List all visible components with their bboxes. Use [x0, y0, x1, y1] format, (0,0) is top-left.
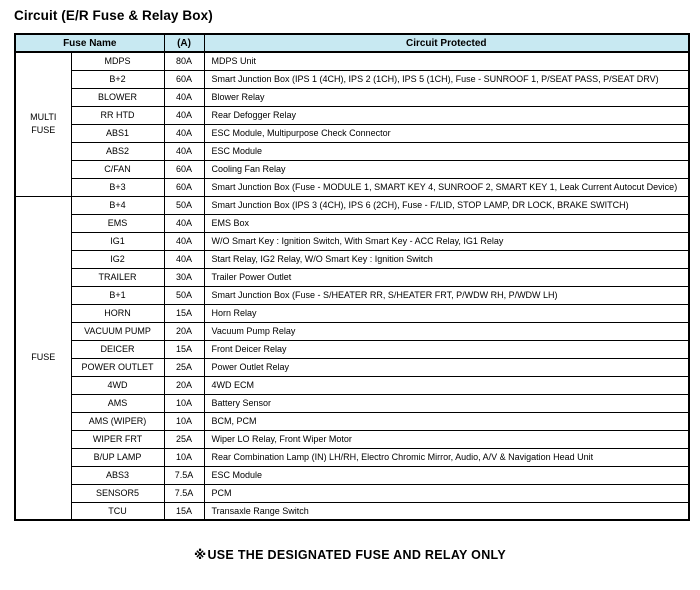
table-row: [15, 124, 689, 142]
fuse-name: AMS (WIPER): [71, 412, 164, 430]
fuse-name: TCU: [71, 502, 164, 520]
circuit-protected: Start Relay, IG2 Relay, W/O Smart Key : Ignition Switch: [204, 250, 689, 268]
fuse-table: [14, 33, 690, 521]
fuse-group-label: FUSE: [15, 196, 71, 520]
fuse-amperage: 7.5A: [164, 466, 204, 484]
fuse-name: EMS: [71, 214, 164, 232]
fuse-name: IG1: [71, 232, 164, 250]
fuse-name: HORN: [71, 304, 164, 322]
table-row: [15, 196, 689, 214]
fuse-amperage: 10A: [164, 448, 204, 466]
reference-mark-icon: ※: [194, 548, 207, 562]
circuit-protected: W/O Smart Key : Ignition Switch, With Smart Key - ACC Relay, IG1 Relay: [204, 232, 689, 250]
circuit-protected: Rear Defogger Relay: [204, 106, 689, 124]
table-row: [15, 430, 689, 448]
table-row: [15, 358, 689, 376]
fuse-amperage: 40A: [164, 250, 204, 268]
table-row: [15, 268, 689, 286]
fuse-amperage: 50A: [164, 286, 204, 304]
fuse-amperage: 15A: [164, 502, 204, 520]
fuse-name: ABS2: [71, 142, 164, 160]
table-row: [15, 340, 689, 358]
fuse-name: C/FAN: [71, 160, 164, 178]
fuse-name: WIPER FRT: [71, 430, 164, 448]
col-header-amperage: (A): [164, 34, 204, 52]
fuse-amperage: 80A: [164, 52, 204, 70]
fuse-amperage: 7.5A: [164, 484, 204, 502]
table-row: [15, 448, 689, 466]
fuse-amperage: 60A: [164, 70, 204, 88]
fuse-name: TRAILER: [71, 268, 164, 286]
fuse-amperage: 40A: [164, 88, 204, 106]
table-row: [15, 376, 689, 394]
circuit-protected: EMS Box: [204, 214, 689, 232]
circuit-protected: Blower Relay: [204, 88, 689, 106]
fuse-name: B+2: [71, 70, 164, 88]
fuse-amperage: 10A: [164, 394, 204, 412]
fuse-amperage: 20A: [164, 376, 204, 394]
circuit-protected: 4WD ECM: [204, 376, 689, 394]
fuse-amperage: 60A: [164, 178, 204, 196]
fuse-amperage: 10A: [164, 412, 204, 430]
fuse-name: IG2: [71, 250, 164, 268]
table-row: [15, 142, 689, 160]
fuse-name: SENSOR5: [71, 484, 164, 502]
fuse-name: BLOWER: [71, 88, 164, 106]
fuse-amperage: 40A: [164, 106, 204, 124]
circuit-protected: Transaxle Range Switch: [204, 502, 689, 520]
circuit-protected: Wiper LO Relay, Front Wiper Motor: [204, 430, 689, 448]
fuse-amperage: 40A: [164, 124, 204, 142]
footer-note-text: USE THE DESIGNATED FUSE AND RELAY ONLY: [207, 548, 506, 562]
fuse-amperage: 40A: [164, 214, 204, 232]
table-row: [15, 394, 689, 412]
table-row: [15, 178, 689, 196]
circuit-protected: Horn Relay: [204, 304, 689, 322]
fuse-name: 4WD: [71, 376, 164, 394]
table-row: [15, 466, 689, 484]
table-row: [15, 232, 689, 250]
circuit-protected: Smart Junction Box (Fuse - S/HEATER RR, S/HEATER FRT, P/WDW RH, P/WDW LH): [204, 286, 689, 304]
circuit-protected: ESC Module: [204, 466, 689, 484]
circuit-protected: ESC Module: [204, 142, 689, 160]
header-row: [15, 34, 689, 52]
table-row: [15, 484, 689, 502]
fuse-name: VACUUM PUMP: [71, 322, 164, 340]
table-row: [15, 88, 689, 106]
table-row: [15, 160, 689, 178]
table-row: [15, 70, 689, 88]
circuit-protected: Power Outlet Relay: [204, 358, 689, 376]
fuse-group-label: MULTI FUSE: [15, 52, 71, 196]
fuse-table-header: [15, 34, 689, 52]
table-row: [15, 412, 689, 430]
circuit-protected: Smart Junction Box (Fuse - MODULE 1, SMART KEY 4, SUNROOF 2, SMART KEY 1, Leak Current Autocut Device): [204, 178, 689, 196]
page-title: Circuit (E/R Fuse & Relay Box): [14, 8, 213, 23]
fuse-name: B+1: [71, 286, 164, 304]
fuse-amperage: 40A: [164, 232, 204, 250]
fuse-amperage: 50A: [164, 196, 204, 214]
fuse-name: AMS: [71, 394, 164, 412]
fuse-name: POWER OUTLET: [71, 358, 164, 376]
circuit-protected: Battery Sensor: [204, 394, 689, 412]
fuse-name: RR HTD: [71, 106, 164, 124]
fuse-amperage: 25A: [164, 430, 204, 448]
circuit-protected: ESC Module, Multipurpose Check Connector: [204, 124, 689, 142]
table-row: [15, 52, 689, 70]
col-header-circuit-protected: Circuit Protected: [204, 34, 689, 52]
fuse-amperage: 60A: [164, 160, 204, 178]
col-header-fuse-name: Fuse Name: [15, 34, 164, 52]
table-row: [15, 250, 689, 268]
circuit-protected: BCM, PCM: [204, 412, 689, 430]
footer-note: [0, 547, 700, 562]
circuit-protected: MDPS Unit: [204, 52, 689, 70]
fuse-amperage: 15A: [164, 340, 204, 358]
fuse-amperage: 30A: [164, 268, 204, 286]
fuse-name: B+3: [71, 178, 164, 196]
circuit-protected: Trailer Power Outlet: [204, 268, 689, 286]
fuse-name: ABS1: [71, 124, 164, 142]
table-row: [15, 502, 689, 520]
table-row: [15, 304, 689, 322]
fuse-table-body: [15, 52, 689, 520]
circuit-protected: Rear Combination Lamp (IN) LH/RH, Electro Chromic Mirror, Audio, A/V & Navigation Head Unit: [204, 448, 689, 466]
fuse-name: MDPS: [71, 52, 164, 70]
fuse-name: B/UP LAMP: [71, 448, 164, 466]
fuse-amperage: 15A: [164, 304, 204, 322]
circuit-protected: Smart Junction Box (IPS 3 (4CH), IPS 6 (2CH), Fuse - F/LID, STOP LAMP, DR LOCK, BRAKE SWITCH): [204, 196, 689, 214]
fuse-name: DEICER: [71, 340, 164, 358]
fuse-amperage: 40A: [164, 142, 204, 160]
circuit-protected: Smart Junction Box (IPS 1 (4CH), IPS 2 (1CH), IPS 5 (1CH), Fuse - SUNROOF 1, P/SEAT PASS, P/SEAT DRV): [204, 70, 689, 88]
fuse-name: B+4: [71, 196, 164, 214]
table-row: [15, 322, 689, 340]
fuse-amperage: 20A: [164, 322, 204, 340]
circuit-protected: PCM: [204, 484, 689, 502]
circuit-protected: Front Deicer Relay: [204, 340, 689, 358]
table-row: [15, 106, 689, 124]
circuit-protected: Vacuum Pump Relay: [204, 322, 689, 340]
table-row: [15, 214, 689, 232]
fuse-amperage: 25A: [164, 358, 204, 376]
table-row: [15, 286, 689, 304]
circuit-protected: Cooling Fan Relay: [204, 160, 689, 178]
fuse-name: ABS3: [71, 466, 164, 484]
